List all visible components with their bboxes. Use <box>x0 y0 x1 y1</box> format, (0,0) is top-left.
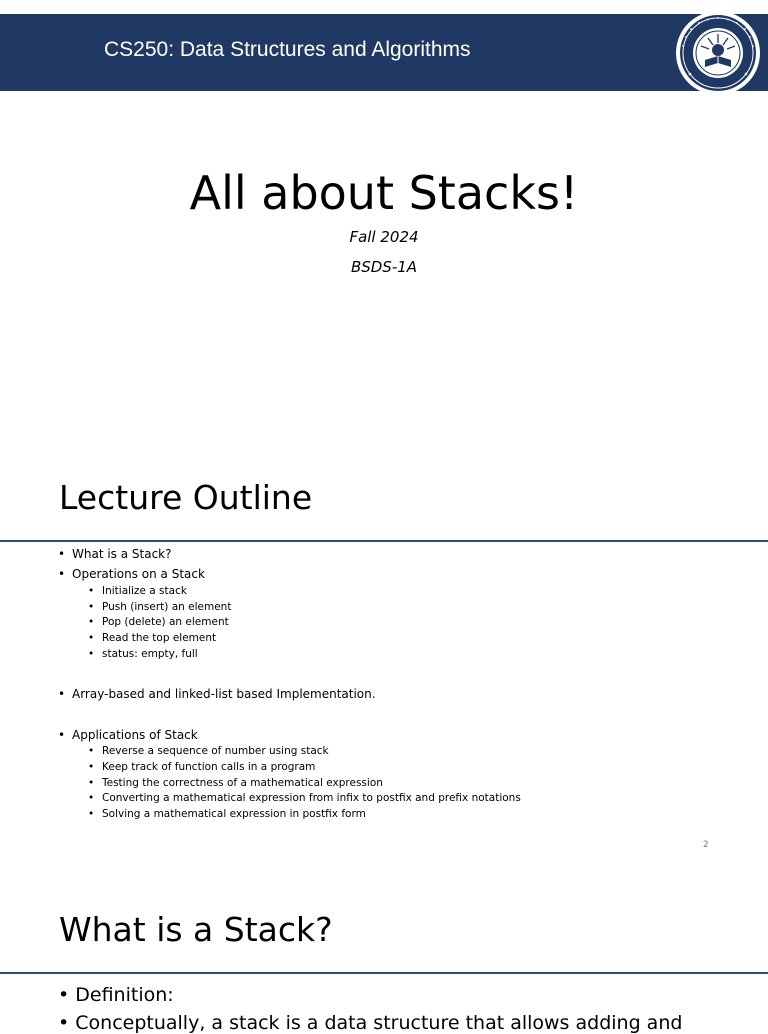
list-item: • Definition: <box>58 984 174 1006</box>
course-title: CS250: Data Structures and Algorithms <box>104 38 471 61</box>
section-label: BSDS-1A <box>350 258 418 276</box>
term-label: Fall 2024 <box>349 228 419 246</box>
slide-title: All about Stacks! <box>189 166 579 220</box>
page-number: 2 <box>703 840 709 850</box>
stack-heading: What is a Stack? <box>59 910 333 949</box>
university-seal-icon <box>675 10 761 96</box>
heading-rule <box>0 972 768 974</box>
outline-heading: Lecture Outline <box>59 478 313 517</box>
list-item: • Conceptually, a stack is a data structure that allows adding and <box>58 1012 683 1034</box>
heading-rule <box>0 540 768 542</box>
